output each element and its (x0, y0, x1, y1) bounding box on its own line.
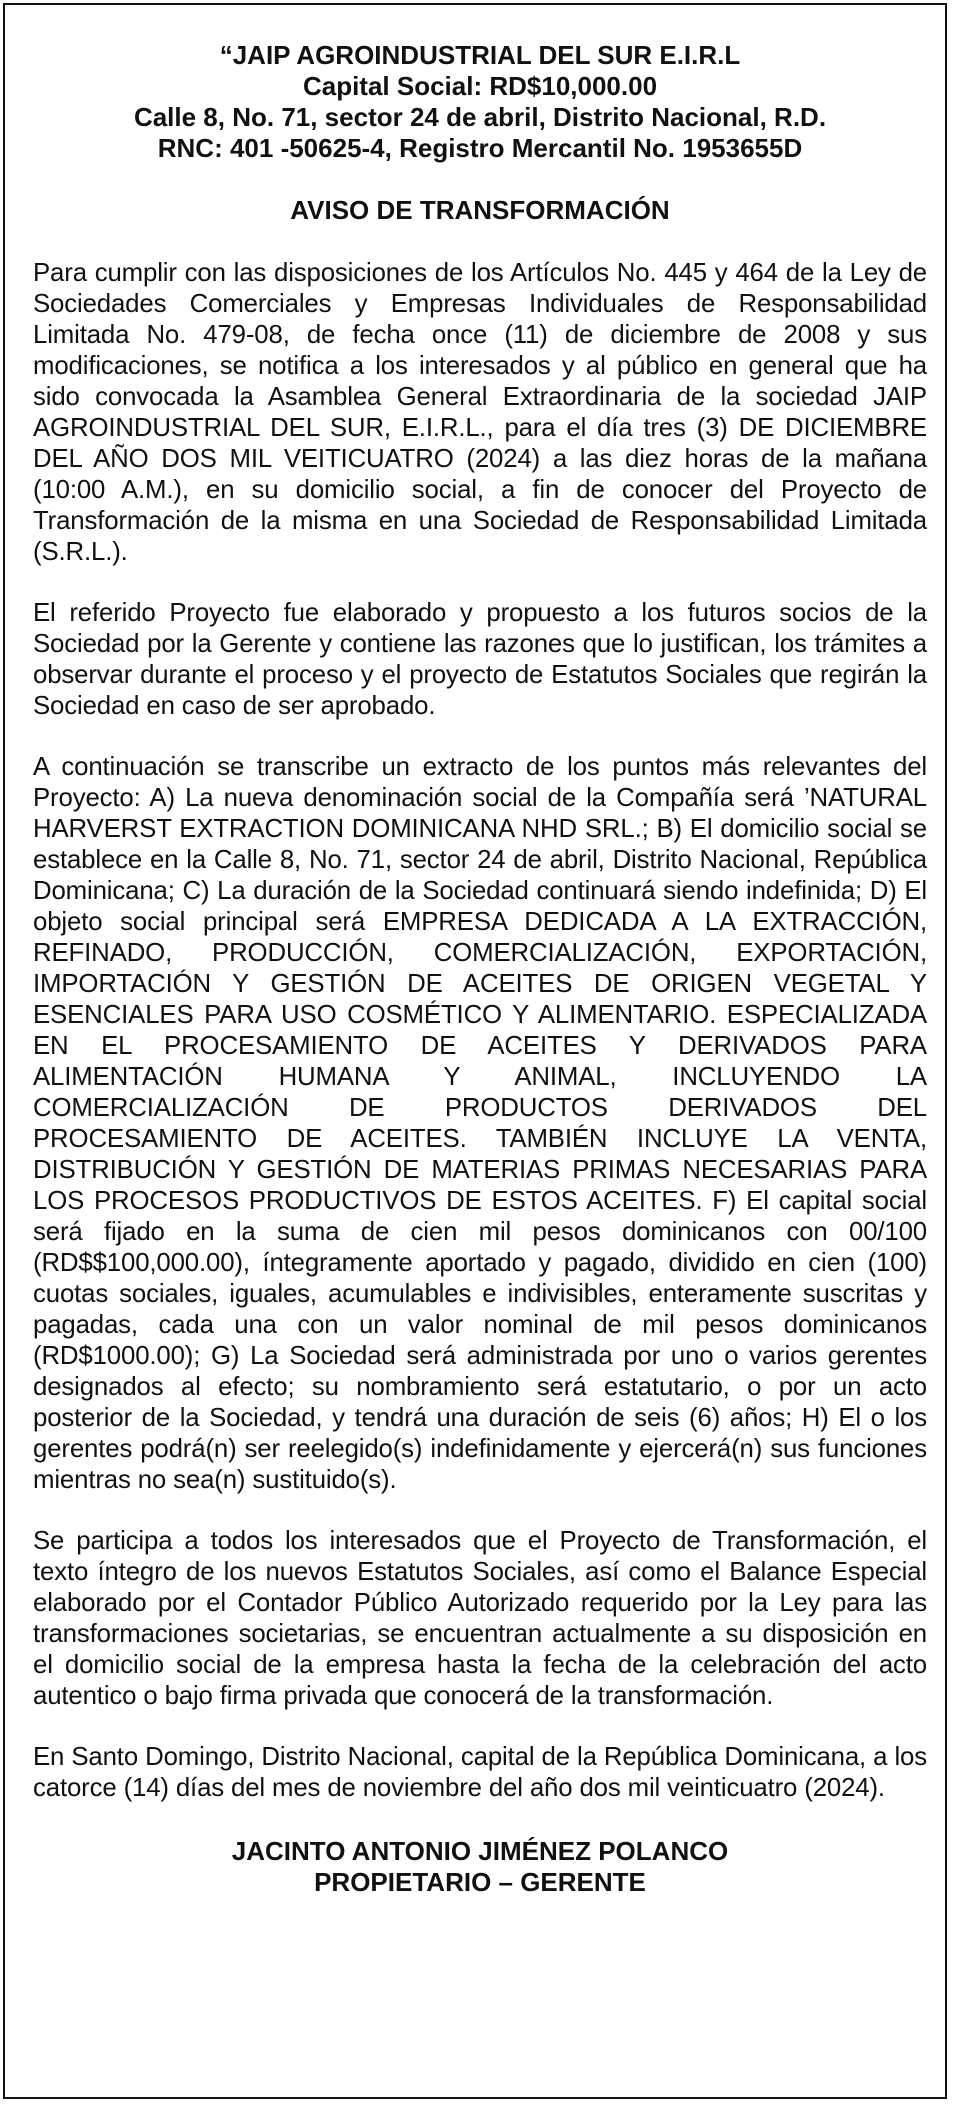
signature-block (33, 1836, 927, 1898)
share-capital: Capital Social: RD$10,000.00 (302, 71, 658, 101)
company-address: Calle 8, No. 71, sector 24 de abril, Distrito Nacional, R.D. (133, 102, 827, 132)
registry-numbers: RNC: 401 -50625-4, Registro Mercantil No. 1953655D (157, 133, 803, 163)
paragraph-place-date: En Santo Domingo, Distrito Nacional, capital de la República Dominicana, a los catorce (14) días del mes de noviembre del año dos mil veinticuatro (2024). (33, 1743, 927, 1802)
paragraph-extract: A continuación se transcribe un extracto de los puntos más relevantes del Proyecto: A) La nueva denominación social de la Compañía será ’NATURAL HARVERST EXTRACTION DOMINICANA NHD SRL.; B) El domicilio social se establece en la Calle 8, No. 71, sector 24 de abril, Distrito Nacional, República Dominicana; C) La duración de la Sociedad continuará siendo indefinida; D) El objeto social principal será EMPRESA DEDICADA A LA EXTRACCIÓN, REFINADO, PRODUCCIÓN, COMERCIALIZACIÓN, EXPORTACIÓN, IMPORTACIÓN Y GESTIÓN DE ACEITES DE ORIGEN VEGETAL Y ESENCIALES PARA USO COSMÉTICO Y ALIMENTARIO. ESPECIALIZADA EN EL PROCESAMIENTO DE ACEITES Y DERIVADOS PARA ALIMENTACIÓN HUMANA Y ANIMAL, INCLUYENDO LA COMERCIALIZACIÓN DE PRODUCTOS DERIVADOS DEL PROCESAMIENTO DE ACEITES. TAMBIÉN INCLUYE LA VENTA, DISTRIBUCIÓN Y GESTIÓN DE MATERIAS PRIMAS NECESARIAS PARA LOS PROCESOS PRODUCTIVOS DE ESTOS ACEITES. F) El capital social será fijado en la suma de cien mil pesos dominicanos con 00/100 (RD$$100,000.00), íntegramente aportado y pagado, dividido en cien (100) cuotas sociales, iguales, acumulables e indivisibles, enteramente suscritas y pagadas, cada una con un valor nominal de mil pesos dominicanos (RD$1000.00); G) La Sociedad será administrada por uno o varios gerentes designados al efecto; su nombramiento será estatutario, o por un acto posterior de la Sociedad, y tendrá una duración de seis (6) años; H) El o los gerentes podrá(n) ser reelegido(s) indefinidamente y ejercerá(n) sus funciones mientras no sea(n) sustituido(s). (33, 753, 927, 1494)
legal-notice (33, 40, 927, 1898)
paragraph-availability: Se participa a todos los interesados que el Proyecto de Transformación, el texto íntegro de los nuevos Estatutos Sociales, así como el Balance Especial elaborado por el Contador Público Autorizado requerido por la Ley para las transformaciones societarias, se encuentran actualmente a su disposición en el domicilio social de la empresa hasta la fecha de la celebración del acto autentico o bajo firma privada que conocerá de la transformación. (33, 1527, 927, 1710)
notice-title: AVISO DE TRANSFORMACIÓN (290, 195, 670, 225)
paragraph-project: El referido Proyecto fue elaborado y propuesto a los futuros socios de la Sociedad por la Gerente y contiene las razones que lo justifican, los trámites a observar durante el proceso y el proyecto de Estatutos Sociales que regirán la Sociedad en caso de ser aprobado. (33, 599, 927, 720)
signatory-name: JACINTO ANTONIO JIMÉNEZ POLANCO (231, 1836, 729, 1866)
paragraph-convocation: Para cumplir con las disposiciones de los Artículos No. 445 y 464 de la Ley de Sociedades Comerciales y Empresas Individuales de Responsabilidad Limitada No. 479-08, de fecha once (11) de diciembre de 2008 y sus modificaciones, se notifica a los interesados y al público en general que ha sido convocada la Asamblea General Extraordinaria de la sociedad JAIP AGROINDUSTRIAL DEL SUR, E.I.R.L., para el día tres (3) DE DICIEMBRE DEL AÑO DOS MIL VEITICUATRO (2024) a las diez horas de la mañana (10:00 A.M.), en su domicilio social, a fin de conocer del Proyecto de Transformación de la misma en una Sociedad de Responsabilidad Limitada (S.R.L.). (33, 259, 927, 566)
company-header (33, 40, 927, 164)
company-name: “JAIP AGROINDUSTRIAL DEL SUR E.I.R.L (219, 40, 741, 70)
signatory-title: PROPIETARIO – GERENTE (314, 1867, 646, 1897)
